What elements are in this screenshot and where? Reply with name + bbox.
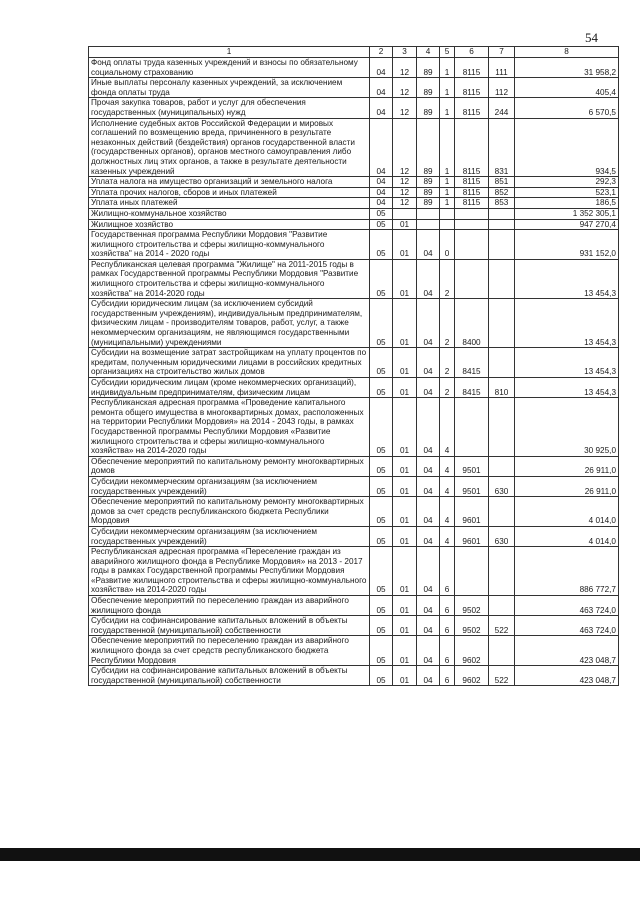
expense-type-code-cell: 831 [489,118,515,177]
target-article-code-cell: 8115 [455,78,489,98]
subsection-code-cell: 01 [393,456,417,476]
table-row [89,526,619,546]
expense-type-code-cell: 853 [489,198,515,209]
expense-type-code-cell [489,348,515,378]
subprogram-code-cell: 1 [440,118,455,177]
target-article-code-cell: 8115 [455,187,489,198]
expense-type-code-cell: 112 [489,78,515,98]
amount-cell: 423 048,7 [515,666,619,686]
row-name-cell: Субсидии некоммерческим организациям (за исключением государственных учреждений) [89,526,370,546]
header-cell: 4 [417,47,440,58]
subprogram-code-cell: 2 [440,378,455,398]
amount-cell: 523,1 [515,187,619,198]
subsection-code-cell: 12 [393,177,417,188]
section-code-cell: 05 [370,398,393,457]
row-name-cell: Субсидии на софинансирование капитальных вложений в объекты государственной (муниципальной) собственности [89,666,370,686]
program-code-cell: 04 [417,596,440,616]
section-code-cell: 04 [370,118,393,177]
expense-type-code-cell: 244 [489,98,515,118]
page-number: 54 [585,30,598,45]
expense-type-code-cell [489,456,515,476]
row-name-cell: Субсидии некоммерческим организациям (за исключением государственных учреждений) [89,476,370,496]
program-code-cell: 04 [417,378,440,398]
subsection-code-cell: 01 [393,666,417,686]
row-name-cell: Субсидии юридическим лицам (за исключением субсидий государственным учреждениям), индивидуальным предпринимателям, физическим лицам - производителям товаров, работ, услуг, а также некоммерческим организациям, не являющимся государственными (муниципальными) учреждениями [89,299,370,348]
expense-type-code-cell [489,230,515,260]
target-article-code-cell: 9501 [455,476,489,496]
target-article-code-cell [455,219,489,230]
subprogram-code-cell: 1 [440,198,455,209]
table-row [89,476,619,496]
table-row [89,666,619,686]
target-article-code-cell [455,230,489,260]
program-code-cell: 04 [417,616,440,636]
amount-cell: 4 014,0 [515,497,619,527]
row-name-cell: Государственная программа Республики Мордовия "Развитие жилищного строительства и сферы жилищно-коммунального хозяйства" на 2014 - 2020 годы [89,230,370,260]
target-article-code-cell: 9502 [455,616,489,636]
subprogram-code-cell: 2 [440,348,455,378]
table-row [89,636,619,666]
header-cell: 8 [515,47,619,58]
expense-type-code-cell: 810 [489,378,515,398]
table-row [89,547,619,596]
amount-cell: 1 352 305,1 [515,208,619,219]
header-cell: 5 [440,47,455,58]
expense-type-code-cell: 522 [489,666,515,686]
row-name-cell: Жилищно-коммунальное хозяйство [89,208,370,219]
expense-type-code-cell: 630 [489,476,515,496]
table-row [89,78,619,98]
subprogram-code-cell: 1 [440,177,455,188]
target-article-code-cell: 9601 [455,526,489,546]
subprogram-code-cell: 4 [440,476,455,496]
header-row [89,47,619,58]
target-article-code-cell: 8400 [455,299,489,348]
header-cell: 3 [393,47,417,58]
header-cell: 1 [89,47,370,58]
header-cell: 2 [370,47,393,58]
target-article-code-cell: 8115 [455,58,489,78]
subprogram-code-cell: 1 [440,187,455,198]
amount-cell: 13 454,3 [515,299,619,348]
program-code-cell: 04 [417,636,440,666]
row-name-cell: Обеспечение мероприятий по капитальному ремонту многоквартирных домов [89,456,370,476]
row-name-cell: Уплата иных платежей [89,198,370,209]
amount-cell: 292,3 [515,177,619,188]
row-name-cell: Фонд оплаты труда казенных учреждений и взносы по обязательному социальному страхованию [89,58,370,78]
table-row [89,58,619,78]
amount-cell: 26 911,0 [515,456,619,476]
subprogram-code-cell: 6 [440,596,455,616]
row-name-cell: Уплата прочих налогов, сборов и иных платежей [89,187,370,198]
program-code-cell: 04 [417,230,440,260]
section-code-cell: 04 [370,198,393,209]
program-code-cell: 04 [417,456,440,476]
budget-table [88,46,619,686]
program-code-cell: 89 [417,58,440,78]
program-code-cell: 04 [417,476,440,496]
table-row [89,299,619,348]
subsection-code-cell: 01 [393,230,417,260]
expense-type-code-cell: 851 [489,177,515,188]
expense-type-code-cell: 522 [489,616,515,636]
target-article-code-cell: 8115 [455,198,489,209]
expense-type-code-cell: 630 [489,526,515,546]
subprogram-code-cell: 4 [440,398,455,457]
amount-cell: 886 772,7 [515,547,619,596]
subsection-code-cell: 01 [393,476,417,496]
expense-type-code-cell [489,497,515,527]
subprogram-code-cell: 1 [440,58,455,78]
program-code-cell [417,208,440,219]
amount-cell: 30 925,0 [515,398,619,457]
section-code-cell: 04 [370,98,393,118]
expense-type-code-cell [489,398,515,457]
subsection-code-cell: 12 [393,58,417,78]
scan-border-bar [0,848,640,861]
amount-cell: 13 454,3 [515,259,619,298]
program-code-cell: 89 [417,198,440,209]
section-code-cell: 05 [370,636,393,666]
subsection-code-cell [393,208,417,219]
section-code-cell: 05 [370,299,393,348]
subsection-code-cell: 01 [393,596,417,616]
amount-cell: 405,4 [515,78,619,98]
target-article-code-cell [455,259,489,298]
table-row [89,187,619,198]
amount-cell: 931 152,0 [515,230,619,260]
program-code-cell: 89 [417,78,440,98]
section-code-cell: 05 [370,348,393,378]
subsection-code-cell: 01 [393,378,417,398]
subprogram-code-cell: 0 [440,230,455,260]
section-code-cell: 05 [370,666,393,686]
subprogram-code-cell: 4 [440,456,455,476]
program-code-cell: 04 [417,299,440,348]
program-code-cell: 89 [417,118,440,177]
subsection-code-cell: 12 [393,198,417,209]
program-code-cell: 04 [417,666,440,686]
row-name-cell: Субсидии на возмещение затрат застройщикам на уплату процентов по кредитам, полученным юридическими лицами в российских кредитных организациях на строительство жилых домов [89,348,370,378]
row-name-cell: Республиканская адресная программа «Переселение граждан из аварийного жилищного фонда в Республике Мордовия» на 2013 - 2017 годы в рамках Государственной программы Республики Мордовия «Развитие жилищного строительства и сферы жилищно-коммунального хозяйства» на 2014-2020 годы [89,547,370,596]
section-code-cell: 05 [370,378,393,398]
subsection-code-cell: 12 [393,98,417,118]
table-row [89,497,619,527]
expense-type-code-cell: 111 [489,58,515,78]
section-code-cell: 04 [370,187,393,198]
table-body [89,58,619,686]
amount-cell: 4 014,0 [515,526,619,546]
section-code-cell: 05 [370,230,393,260]
subprogram-code-cell [440,219,455,230]
expense-type-code-cell [489,208,515,219]
section-code-cell: 05 [370,259,393,298]
subprogram-code-cell: 6 [440,547,455,596]
section-code-cell: 05 [370,616,393,636]
row-name-cell: Обеспечение мероприятий по переселению граждан из аварийного жилищного фонда за счет средств республиканского бюджета Республики Мордовия [89,636,370,666]
subsection-code-cell: 01 [393,547,417,596]
subprogram-code-cell: 6 [440,616,455,636]
subprogram-code-cell: 6 [440,666,455,686]
subsection-code-cell: 12 [393,187,417,198]
table-row [89,198,619,209]
amount-cell: 31 958,2 [515,58,619,78]
subsection-code-cell: 01 [393,526,417,546]
amount-cell: 6 570,5 [515,98,619,118]
target-article-code-cell: 8415 [455,378,489,398]
subprogram-code-cell: 2 [440,259,455,298]
target-article-code-cell [455,547,489,596]
section-code-cell: 05 [370,596,393,616]
subprogram-code-cell: 1 [440,78,455,98]
row-name-cell: Республиканская адресная программа «Проведение капитального ремонта общего имущества в многоквартирных домах, расположенных на территории Республики Мордовия» на 2014 - 2043 годы, в рамках Государственной программы Республики Мордовия «Развитие жилищного строительства и сферы жилищно-коммунального хозяйства» на 2014-2020 годы [89,398,370,457]
row-name-cell: Обеспечение мероприятий по капитальному ремонту многоквартирных домов за счет средств республиканского бюджета Республики Мордовия [89,497,370,527]
target-article-code-cell [455,208,489,219]
section-code-cell: 04 [370,78,393,98]
program-code-cell: 89 [417,98,440,118]
expense-type-code-cell [489,219,515,230]
program-code-cell: 89 [417,177,440,188]
table-row [89,98,619,118]
program-code-cell [417,219,440,230]
amount-cell: 186,5 [515,198,619,209]
subprogram-code-cell: 6 [440,636,455,666]
table-row [89,259,619,298]
target-article-code-cell: 8115 [455,118,489,177]
program-code-cell: 04 [417,526,440,546]
target-article-code-cell: 9502 [455,596,489,616]
subprogram-code-cell: 1 [440,98,455,118]
amount-cell: 13 454,3 [515,378,619,398]
section-code-cell: 05 [370,547,393,596]
target-article-code-cell: 8115 [455,177,489,188]
header-cell: 7 [489,47,515,58]
table-row [89,456,619,476]
table-row [89,118,619,177]
program-code-cell: 04 [417,348,440,378]
amount-cell: 423 048,7 [515,636,619,666]
table-row [89,208,619,219]
expense-type-code-cell [489,636,515,666]
subprogram-code-cell: 4 [440,526,455,546]
amount-cell: 26 911,0 [515,476,619,496]
subsection-code-cell: 01 [393,348,417,378]
subsection-code-cell: 01 [393,497,417,527]
section-code-cell: 05 [370,476,393,496]
row-name-cell: Субсидии на софинансирование капитальных вложений в объекты государственной (муниципальной) собственности [89,616,370,636]
target-article-code-cell: 8415 [455,348,489,378]
section-code-cell: 04 [370,58,393,78]
section-code-cell: 05 [370,456,393,476]
amount-cell: 463 724,0 [515,616,619,636]
table-row [89,596,619,616]
row-name-cell: Уплата налога на имущество организаций и земельного налога [89,177,370,188]
section-code-cell: 05 [370,219,393,230]
row-name-cell: Прочая закупка товаров, работ и услуг для обеспечения государственных (муниципальных) нужд [89,98,370,118]
target-article-code-cell: 9602 [455,666,489,686]
table-row [89,177,619,188]
table-row [89,348,619,378]
expense-type-code-cell: 852 [489,187,515,198]
subprogram-code-cell: 2 [440,299,455,348]
target-article-code-cell: 9602 [455,636,489,666]
row-name-cell: Иные выплаты персоналу казенных учреждений, за исключением фонда оплаты труда [89,78,370,98]
amount-cell: 13 454,3 [515,348,619,378]
subsection-code-cell: 01 [393,259,417,298]
target-article-code-cell: 8115 [455,98,489,118]
table-row [89,219,619,230]
target-article-code-cell: 9501 [455,456,489,476]
section-code-cell: 05 [370,526,393,546]
subsection-code-cell: 12 [393,118,417,177]
subsection-code-cell: 01 [393,299,417,348]
row-name-cell: Обеспечение мероприятий по переселению граждан из аварийного жилищного фонда [89,596,370,616]
header-cell: 6 [455,47,489,58]
section-code-cell: 04 [370,177,393,188]
subsection-code-cell: 01 [393,636,417,666]
row-name-cell: Жилищное хозяйство [89,219,370,230]
subsection-code-cell: 01 [393,398,417,457]
amount-cell: 463 724,0 [515,596,619,616]
expense-type-code-cell [489,259,515,298]
table-row [89,616,619,636]
amount-cell: 934,5 [515,118,619,177]
expense-type-code-cell [489,547,515,596]
expense-type-code-cell [489,299,515,348]
section-code-cell: 05 [370,497,393,527]
subsection-code-cell: 01 [393,219,417,230]
subprogram-code-cell [440,208,455,219]
program-code-cell: 04 [417,497,440,527]
table-row [89,378,619,398]
row-name-cell: Исполнение судебных актов Российской Федерации и мировых соглашений по возмещению вреда, причиненного в результате незаконных действий (бездействия) органов государственной власти (государственных органов), органов местного самоуправления либо должностных лиц этих органов, а также в результате деятельности казенных учреждений [89,118,370,177]
subsection-code-cell: 01 [393,616,417,636]
program-code-cell: 04 [417,398,440,457]
amount-cell: 947 270,4 [515,219,619,230]
expense-type-code-cell [489,596,515,616]
subsection-code-cell: 12 [393,78,417,98]
program-code-cell: 04 [417,259,440,298]
program-code-cell: 89 [417,187,440,198]
row-name-cell: Субсидии юридическим лицам (кроме некоммерческих организаций), индивидуальным предпринимателям, физическим лицам [89,378,370,398]
row-name-cell: Республиканская целевая программа "Жилище" на 2011-2015 годы в рамках Государственной программы Республики Мордовия "Развитие жилищного строительства и сферы жилищно-коммунального хозяйства" на 2014-2020 годы [89,259,370,298]
subprogram-code-cell: 4 [440,497,455,527]
program-code-cell: 04 [417,547,440,596]
target-article-code-cell [455,398,489,457]
table-row [89,230,619,260]
target-article-code-cell: 9601 [455,497,489,527]
section-code-cell: 05 [370,208,393,219]
table-row [89,398,619,457]
